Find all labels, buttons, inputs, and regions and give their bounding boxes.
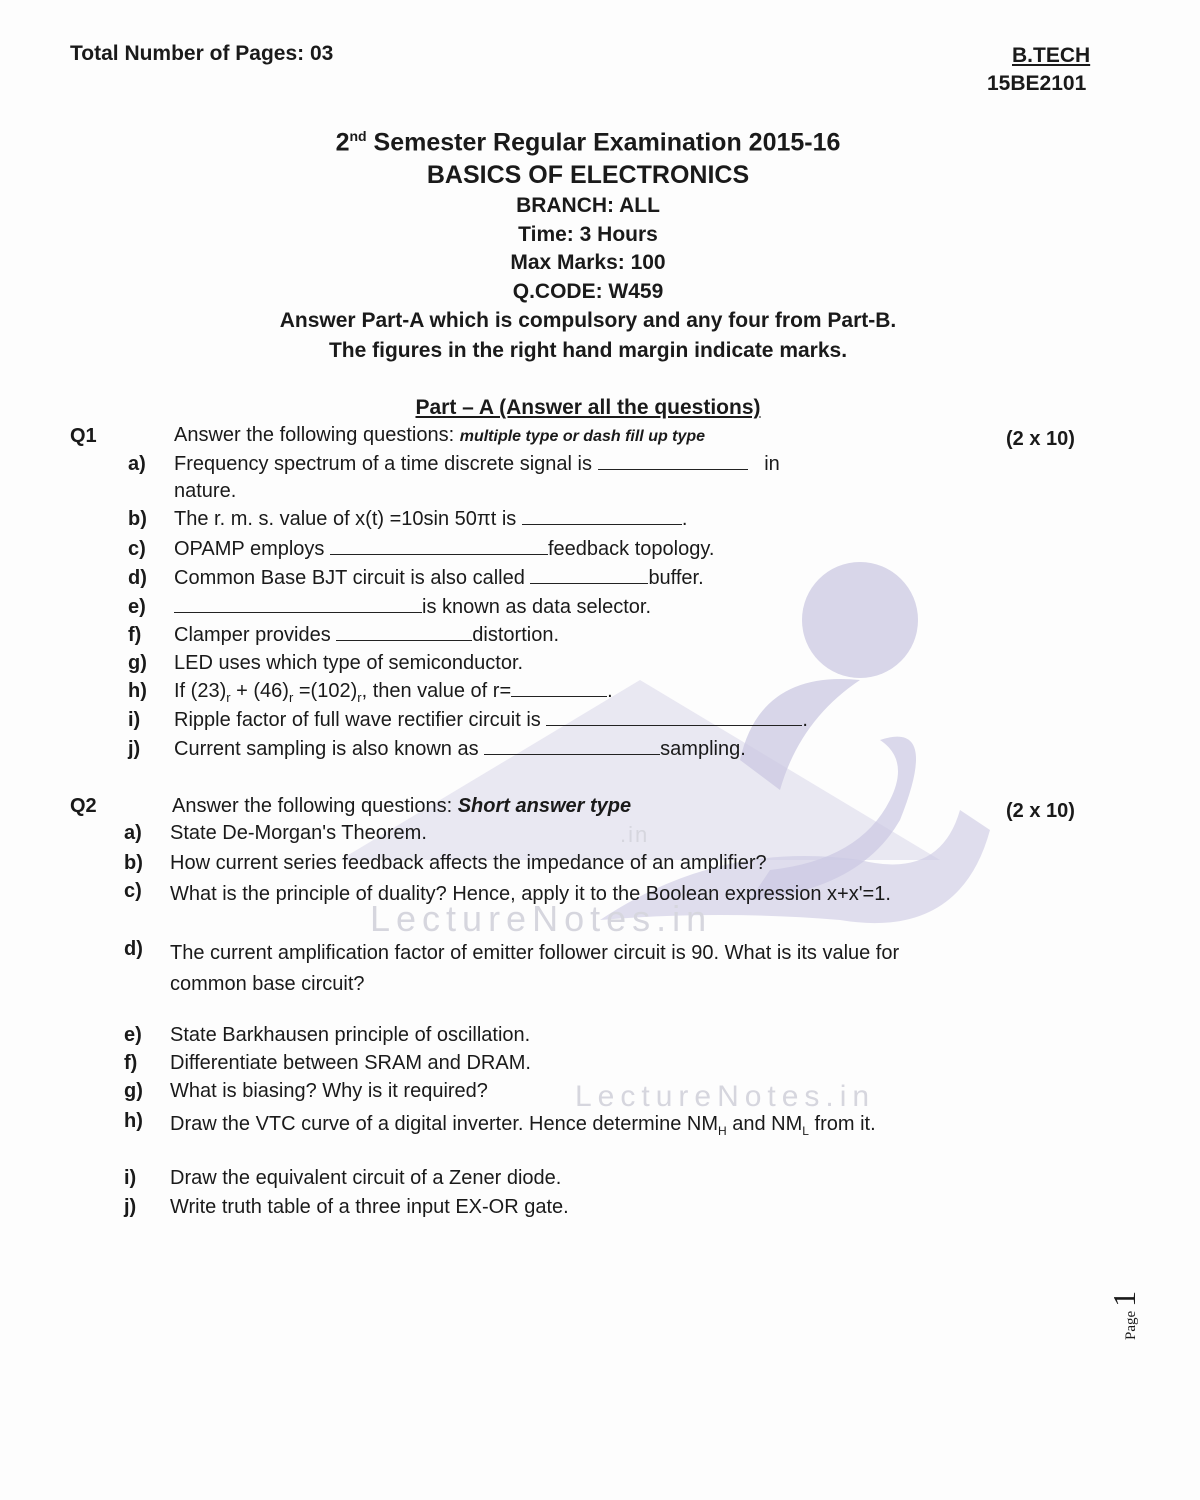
- list-item: [0, 1080, 1200, 1108]
- item-label: h): [124, 1110, 143, 1132]
- radix-subscript: r: [288, 690, 294, 705]
- watermark-text: LectureNotes.in: [370, 898, 713, 939]
- answer-blank: [484, 738, 660, 755]
- item-text: Draw the equivalent circuit of a Zener diode.: [170, 1167, 562, 1189]
- watermark-text: .in: [620, 822, 650, 847]
- item-text-post: sampling.: [660, 738, 746, 760]
- semester-text: Semester Regular Examination 2015-16: [366, 128, 841, 157]
- item-label: f): [124, 1052, 138, 1074]
- list-item: [0, 624, 1200, 652]
- list-item: [0, 822, 1200, 850]
- total-pages: Total Number of Pages: 03: [70, 42, 334, 65]
- list-item: [0, 1110, 1200, 1170]
- item-text: [170, 1110, 970, 1145]
- list-item: [0, 938, 1200, 1002]
- item-text-post: distortion.: [472, 624, 560, 646]
- list-item: [0, 1052, 1200, 1080]
- item-text-pre: Common Base BJT circuit is also called: [174, 567, 525, 589]
- question-intro-text: Answer the following questions:: [172, 795, 458, 817]
- item-label: a): [124, 822, 142, 844]
- question-marks: (2 x 10): [1006, 800, 1075, 822]
- item-text: The current amplification factor of emitter follower circuit is 90. What is its value for common base circuit?: [170, 942, 900, 995]
- item-text-b: and NM: [726, 1113, 803, 1135]
- page-number: 1: [1106, 1290, 1142, 1307]
- item-text-pre: The r. m. s. value of x(t) =10sin 50πt is: [174, 508, 517, 530]
- item-text: [174, 709, 808, 732]
- list-item: [0, 652, 1200, 680]
- item-text: LED uses which type of semiconductor.: [174, 652, 524, 674]
- item-text: [174, 538, 714, 561]
- semester-suffix: nd: [349, 128, 367, 144]
- item-text-pre: Current sampling is also known as: [174, 738, 479, 760]
- question-marks: (2 x 10): [1006, 428, 1075, 450]
- item-text-c: from it.: [808, 1113, 876, 1135]
- item-text: Differentiate between SRAM and DRAM.: [170, 1052, 531, 1074]
- item-text-pre: OPAMP employs: [174, 538, 325, 560]
- item-text: How current series feedback affects the impedance of an amplifier?: [170, 852, 767, 874]
- item-text: [174, 596, 651, 619]
- item-label: j): [128, 738, 141, 760]
- item-label: a): [128, 453, 146, 475]
- item-label: i): [128, 709, 141, 731]
- item-text: [174, 508, 687, 531]
- item-text: State De-Morgan's Theorem.: [170, 822, 427, 844]
- item-text: What is biasing? Why is it required?: [170, 1080, 488, 1102]
- question-intro-text: Answer the following questions:: [174, 424, 460, 446]
- question-code: Q.CODE: W459: [512, 280, 664, 303]
- question-type: multiple type or dash fill up type: [459, 428, 706, 445]
- item-text-post: .: [681, 508, 688, 530]
- item-text-mid: + (46): [230, 680, 289, 702]
- answer-blank: [522, 508, 682, 525]
- item-label: b): [128, 508, 147, 530]
- item-text: State Barkhausen principle of oscillation.: [170, 1024, 531, 1046]
- item-text: What is the principle of duality? Hence, apply it to the Boolean expression x+x'=1.: [170, 883, 891, 905]
- list-item: [0, 880, 1200, 940]
- item-text-pre: Ripple factor of full wave rectifier circuit is: [174, 709, 541, 731]
- subject-code: 15BE2101: [987, 72, 1087, 95]
- item-label: j): [124, 1196, 137, 1218]
- subject-name: BASICS OF ELECTRONICS: [426, 161, 750, 189]
- list-item: [0, 453, 1200, 481]
- subscript-h: H: [718, 1124, 727, 1138]
- item-text-post: .: [802, 709, 808, 731]
- item-text-post: buffer.: [648, 567, 704, 589]
- list-item: [0, 738, 1200, 766]
- item-label: c): [128, 538, 146, 560]
- item-label: g): [128, 652, 147, 674]
- item-label: g): [124, 1080, 143, 1102]
- item-text-post: .: [607, 680, 613, 702]
- list-item-continuation: [0, 480, 1200, 508]
- exam-title: [0, 128, 1176, 157]
- item-text-end: , then value of r=: [361, 680, 512, 702]
- page-footer: [1106, 1291, 1143, 1340]
- radix-subscript: r: [226, 690, 231, 705]
- instruction-1: Answer Part-A which is compulsory and any four from Part-B.: [279, 309, 897, 332]
- item-label: c): [124, 880, 142, 902]
- item-text-pre: If (23): [174, 680, 227, 702]
- item-text: [174, 453, 780, 476]
- item-text-pre: Frequency spectrum of a time discrete signal is: [174, 453, 592, 475]
- item-label: e): [124, 1024, 142, 1046]
- item-text-post: feedback topology.: [547, 538, 715, 560]
- item-text: [174, 680, 613, 705]
- item-label: d): [124, 938, 143, 960]
- answer-blank: [530, 567, 648, 584]
- part-a-heading: Part – A (Answer all the questions): [415, 396, 761, 419]
- item-text: [174, 738, 746, 761]
- item-label: e): [128, 596, 146, 618]
- item-text: Write truth table of a three input EX-OR gate.: [170, 1196, 569, 1218]
- question-intro: [172, 795, 631, 818]
- item-text-line2: nature.: [174, 480, 237, 502]
- list-item: [0, 680, 1200, 708]
- item-text-a: Draw the VTC curve of a digital inverter. Hence determine NM: [170, 1113, 718, 1135]
- list-item: [0, 1024, 1200, 1052]
- max-marks: Max Marks: 100: [510, 251, 666, 274]
- list-item: [0, 596, 1200, 624]
- item-text-post: is known as data selector.: [422, 596, 652, 618]
- question-type: Short answer type: [457, 795, 632, 817]
- item-text-post: in: [764, 453, 780, 475]
- list-item: [0, 538, 1200, 566]
- list-item: [0, 508, 1200, 536]
- item-label: i): [124, 1167, 137, 1189]
- item-label: b): [124, 852, 143, 874]
- answer-blank: [546, 709, 802, 726]
- answer-blank: [330, 538, 548, 555]
- time: Time: 3 Hours: [518, 223, 658, 246]
- program-name: B.TECH: [1012, 44, 1091, 67]
- subscript-l: L: [802, 1124, 809, 1138]
- item-text-mid: =(102): [293, 680, 358, 702]
- semester-number: 2: [335, 128, 350, 157]
- question-number: Q2: [70, 795, 97, 817]
- list-item: [0, 567, 1200, 595]
- item-text: [174, 624, 559, 647]
- question-intro: [174, 424, 705, 447]
- item-label: d): [128, 567, 147, 589]
- item-label: f): [128, 624, 142, 646]
- answer-blank: [336, 624, 472, 641]
- branch: BRANCH: ALL: [516, 194, 660, 217]
- answer-blank: [598, 453, 748, 470]
- question-number: Q1: [70, 425, 97, 447]
- list-item: [0, 1167, 1200, 1195]
- instruction-2: The figures in the right hand margin indicate marks.: [328, 339, 848, 362]
- item-label: h): [128, 680, 147, 702]
- item-text: [174, 567, 704, 590]
- page-word: Page: [1123, 1310, 1139, 1340]
- watermark-text: LectureNotes.in: [575, 1080, 876, 1113]
- answer-blank: [174, 596, 422, 613]
- radix-subscript: r: [357, 690, 362, 705]
- list-item: [0, 1196, 1200, 1224]
- list-item: [0, 852, 1200, 880]
- item-text-pre: Clamper provides: [174, 624, 331, 646]
- list-item: [0, 709, 1200, 737]
- answer-blank: [511, 680, 607, 697]
